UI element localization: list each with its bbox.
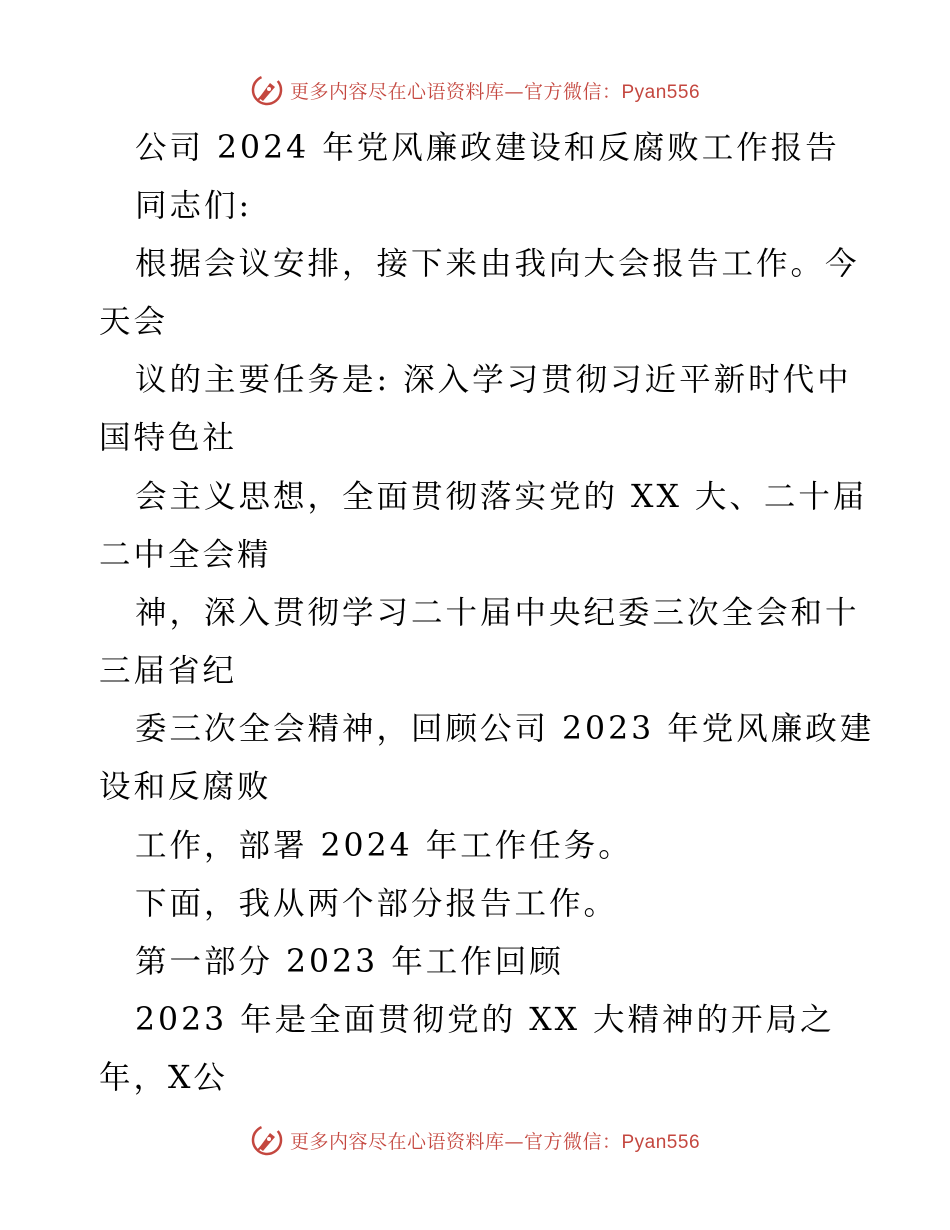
pen-nib-logo-icon [250,73,284,107]
watermark-content [250,73,700,107]
watermark-wechat-id: Pyan556 [621,1131,701,1153]
paragraph-line: 设和反腐败 [99,769,272,805]
paragraph-line: 会主义思想，全面贯彻落实党的 XX 大、二十届 [135,479,868,515]
section-heading: 第一部分 2023 年工作回顾 [135,944,564,980]
salutation: 同志们: [135,188,253,224]
paragraph-line: 下面，我从两个部分报告工作。 [135,886,619,922]
paragraph-line: 年，X公 [99,1060,228,1096]
watermark-text: 更多内容尽在心语资料库—官方微信：Pyan556 [289,1130,701,1153]
paragraph-line: 天会 [99,304,169,340]
paragraph-line: 三届省纪 [99,653,238,689]
paragraph-line: 委三次全会精神，回顾公司 2023 年党风廉政建 [135,711,875,747]
watermark-wechat-id: Pyan556 [621,81,701,103]
paragraph-line: 根据会议安排，接下来由我向大会报告工作。今 [135,246,860,282]
watermark-content [250,1123,700,1157]
watermark-banner-bottom [0,1120,950,1160]
paragraph-line: 神，深入贯彻学习二十届中央纪委三次全会和十 [135,595,860,631]
pen-nib-logo-icon [250,1123,284,1157]
paragraph-line: 议的主要任务是: 深入学习贯彻习近平新时代中 [135,362,852,398]
paragraph-line: 工作，部署 2024 年工作任务。 [135,828,633,864]
document-title: 公司 2024 年党风廉政建设和反腐败工作报告 [135,130,840,166]
paragraph-line: 2023 年是全面贯彻党的 XX 大精神的开局之 [135,1002,835,1038]
watermark-banner-top [0,70,950,110]
watermark-text: 更多内容尽在心语资料库—官方微信：Pyan556 [289,80,701,103]
paragraph-line: 二中全会精 [99,537,272,573]
paragraph-line: 国特色社 [99,420,238,456]
